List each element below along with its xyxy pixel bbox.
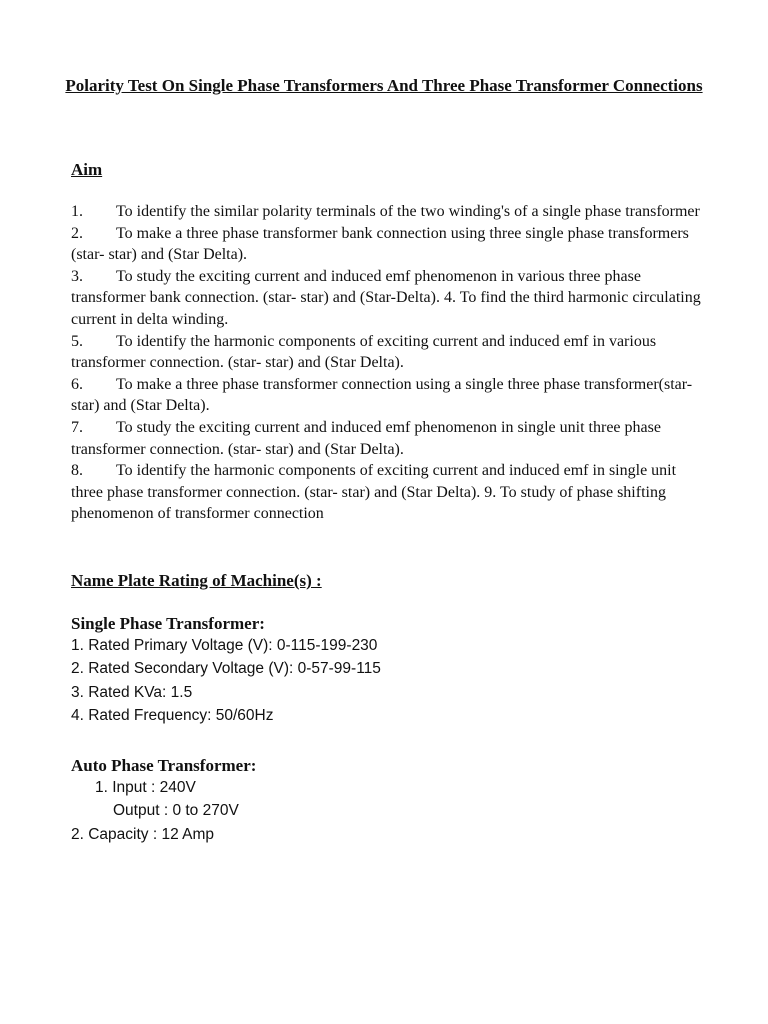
aim-item: [71, 266, 701, 331]
aim-item: [71, 201, 701, 223]
rating-item: 2. Rated Secondary Voltage (V): 0-57-99-115: [71, 660, 381, 678]
document-title: Polarity Test On Single Phase Transformers And Three Phase Transformer Connections: [65, 76, 703, 95]
aim-list: [71, 201, 701, 525]
aim-item-text: To study the exciting current and induced emf phenomenon in various three phase transformer bank connection. (star- star) and (Star-Delta). 4. To find the third harmonic circulating current in delta winding.: [71, 267, 701, 328]
aim-item: [71, 417, 701, 460]
aim-heading: Aim: [71, 160, 103, 179]
aim-item-number: 6.: [71, 375, 83, 393]
rating-item: 2. Capacity : 12 Amp: [71, 825, 215, 843]
rating-item: 1. Input : 240V: [95, 779, 196, 796]
aim-item-number: 5.: [71, 332, 83, 350]
single-phase-heading: Single Phase Transformer:: [71, 614, 265, 633]
aim-item-text: To identify the harmonic components of exciting current and induced emf in single unit three phase transformer connection. (star- star) and (Star Delta). 9. To study of phase shifting phenomenon of transformer connection: [71, 462, 677, 523]
aim-item-text: To study the exciting current and induced emf phenomenon in single unit three phase transformer connection. (star- star) and (Star Delta).: [71, 418, 661, 458]
single-phase-ratings: [71, 634, 381, 727]
aim-item-text: To identify the harmonic components of exciting current and induced emf in various transformer connection. (star- star) and (Star Delta).: [71, 332, 657, 372]
aim-item-number: 3.: [71, 267, 83, 285]
rating-item: 4. Rated Frequency: 50/60Hz: [71, 706, 274, 724]
aim-item: [71, 331, 701, 374]
aim-item-number: 7.: [71, 418, 83, 436]
name-plate-heading: Name Plate Rating of Machine(s) :: [71, 571, 322, 590]
rating-item: Output : 0 to 270V: [113, 802, 239, 820]
aim-item: [71, 374, 701, 417]
aim-item-text: To make a three phase transformer bank connection using three single phase transformers (star- star) and (Star Delta).: [71, 224, 689, 264]
aim-item: [71, 223, 701, 266]
rating-item: 1. Rated Primary Voltage (V): 0-115-199-230: [71, 637, 378, 654]
aim-item: [71, 460, 701, 525]
auto-phase-heading: Auto Phase Transformer:: [71, 756, 257, 775]
aim-item-text: To identify the similar polarity terminals of the two winding's of a single phase transformer: [116, 203, 700, 220]
aim-item-number: 1.: [71, 203, 83, 220]
aim-item-number: 8.: [71, 462, 83, 480]
aim-item-number: 2.: [71, 224, 83, 242]
auto-phase-ratings: [71, 776, 239, 846]
rating-item: 3. Rated KVa: 1.5: [71, 683, 193, 701]
aim-item-text: To make a three phase transformer connection using a single three phase transformer(star- star) and (Star Delta).: [71, 375, 693, 415]
